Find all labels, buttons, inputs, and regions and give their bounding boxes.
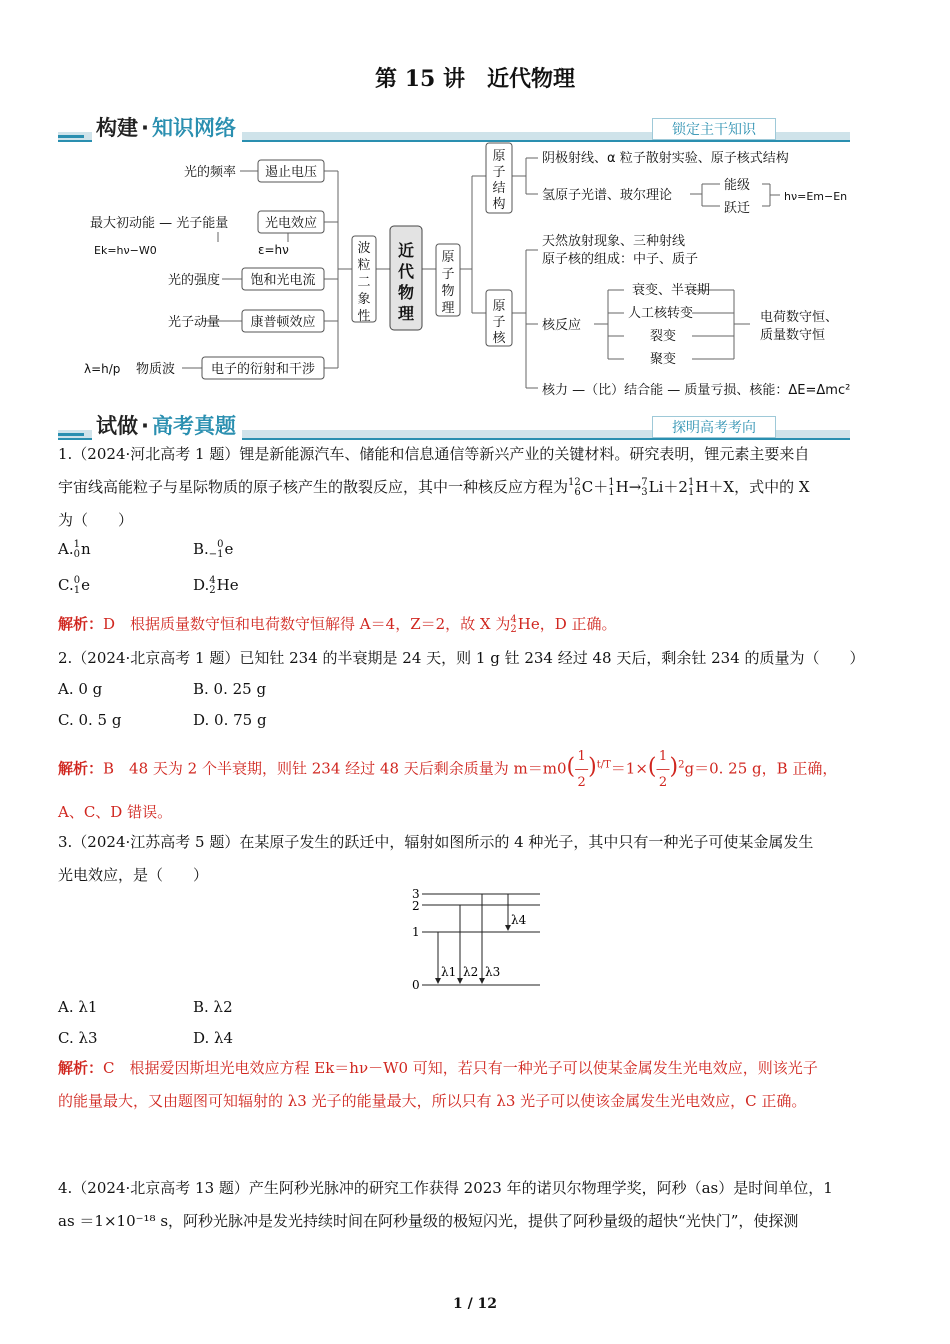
- box-label: 遏止电压: [264, 165, 318, 180]
- section-banner-exam: 试做 · 高考真题 探明高考考向: [58, 410, 850, 440]
- lambda-formula: λ=h/p: [84, 362, 121, 376]
- q3-solution: 解析：C 根据爱因斯坦光电效应方程 Ek＝hν－W0 可知，若只有一种光子可以使某金属发生光电效应，则该光子 的能量最大，又由题图可知辐射的 λ3 光子的能量最大，所以只有 λ3 光子可以使该金属发生光电效应，C 正确。: [58, 1059, 818, 1110]
- q4-stem-line: as ＝1×10⁻¹⁸ s，阿秒光脉冲是发光持续时间在阿秒量级的极短闪光，提供了阿秒量级的超快“光快门”，使探测: [58, 1212, 799, 1230]
- banner-keyword: 构建: [96, 116, 138, 140]
- page-title: 第 15 讲 近代物理: [375, 66, 575, 92]
- atom-structure-text: 原子结构: [492, 149, 506, 212]
- q2-option-d[interactable]: D. 0. 75 g: [193, 711, 267, 729]
- level-label: 3: [412, 887, 420, 901]
- q1-stem-line: 为（ ）: [58, 511, 134, 529]
- q2-option-b[interactable]: B. 0. 25 g: [193, 680, 267, 698]
- atom-item: 阴极射线、α 粒子散射实验、原子核式结构: [542, 151, 789, 166]
- eps-formula: ε=hν: [258, 243, 289, 257]
- center-text: 近代物理: [397, 241, 415, 323]
- conservation: 电荷数守恒、: [760, 310, 839, 325]
- box-label: 饱和光电流: [250, 273, 316, 288]
- line-label: λ3: [485, 965, 501, 979]
- atomic-physics-text: 原子物理: [441, 250, 455, 316]
- banner-tag: 锁定主干知识: [652, 118, 776, 140]
- q3-option-b[interactable]: B. λ2: [193, 998, 233, 1016]
- box-label: 康普顿效应: [250, 315, 316, 330]
- q2-stem: 2.（2024·北京高考 1 题）已知钍 234 的半衰期是 24 天，则 1 g 钍 234 经过 48 天后，剩余钍 234 的质量为（ ）: [58, 649, 865, 667]
- level-item: 跃迁: [724, 201, 751, 216]
- banner-tag: 探明高考考向: [652, 416, 776, 438]
- q1-option-c[interactable]: C.0 1e: [58, 575, 90, 596]
- level-label: 2: [412, 899, 420, 913]
- q1-solution: 解析：D 根据质量数守恒和电荷数守恒解得 A＝4，Z＝2，故 X 为4 2He，D 正确。: [58, 614, 617, 635]
- row-label: 光的强度: [168, 273, 221, 288]
- q3-stem-line: 3.（2024·江苏高考 5 题）在某原子发生的跃迁中，辐射如图所示的 4 种光子，其中只有一种光子可使某金属发生: [58, 833, 814, 851]
- q4-stem-line: 4.（2024·北京高考 13 题）产生阿秒光脉冲的研究工作获得 2023 年的诺贝尔物理学奖，阿秒（as）是时间单位，1: [58, 1179, 833, 1197]
- line-label: λ4: [511, 913, 527, 927]
- reaction-type: 聚变: [650, 352, 677, 367]
- question-3: [58, 826, 884, 892]
- q1-option-a[interactable]: A.1 0n: [58, 539, 91, 560]
- level-label: 0: [412, 978, 420, 992]
- row-label: 最大初动能 — 光子能量: [90, 216, 229, 231]
- section-banner-knowledge: 构建 · 知识网络 锁定主干知识: [58, 112, 850, 142]
- q1-option-d[interactable]: D.4 2He: [193, 575, 239, 596]
- line-label: λ1: [441, 965, 457, 979]
- banner-heading: 高考真题: [151, 414, 236, 438]
- q1-stem-line: 宇宙线高能粒子与星际物质的原子核产生的散裂反应，其中一种核反应方程为12 6C＋1 1H→7 3Li＋21 1H＋X，式中的 X: [58, 477, 810, 498]
- ek-formula: Ek=hν−W0: [94, 244, 157, 257]
- page-number: 1 / 12: [452, 1296, 498, 1312]
- nucleus-item: 天然放射现象、三种射线: [542, 234, 686, 249]
- wave-particle-text: 波粒二象性: [357, 241, 371, 324]
- q2-solution-cont: A、C、D 错误。: [58, 803, 173, 821]
- question-1: [58, 438, 884, 537]
- binding-energy: 核力 —（比）结合能 — 质量亏损、核能：ΔE=Δmc²: [542, 383, 851, 398]
- q3-stem-line: 光电效应，是（ ）: [58, 866, 209, 884]
- banner-keyword: 试做: [96, 414, 138, 438]
- nucleus-text: 原子核: [492, 299, 506, 346]
- row-label: 光的频率: [184, 165, 237, 180]
- box-label: 电子的衍射和干涉: [210, 362, 316, 377]
- q1-stem-line: 1.（2024·河北高考 1 题）锂是新能源汽车、储能和信息通信等新兴产业的关键材料。研究表明，锂元素主要来自: [58, 445, 810, 463]
- energy-level-diagram: [400, 886, 550, 996]
- row-label: 物质波: [136, 362, 176, 377]
- transition-formula: hν=Em−En: [784, 190, 848, 203]
- nuclear-equation: 12 6C＋1 1H→7 3Li＋21 1H＋X: [568, 477, 735, 498]
- q3-option-c[interactable]: C. λ3: [58, 1029, 98, 1047]
- line-label: λ2: [463, 965, 479, 979]
- q1-option-b[interactable]: B. 0 −1e: [193, 539, 234, 560]
- q2-option-c[interactable]: C. 0. 5 g: [58, 711, 122, 729]
- box-label: 光电效应: [264, 216, 318, 231]
- q2-option-a[interactable]: A. 0 g: [58, 680, 103, 698]
- atom-item: 氢原子光谱、玻尔理论: [542, 188, 673, 203]
- reaction-type: 衰变、半衰期: [632, 283, 711, 298]
- level-label: 1: [412, 925, 420, 939]
- reaction-label: 核反应: [542, 318, 582, 333]
- knowledge-map: [80, 138, 880, 408]
- q2-solution: 解析：B 48 天为 2 个半衰期，则钍 234 经过 48 天后剩余质量为 m＝m0( 1 ― 2)$^{t/T}$＝1×( 1 ― 2)$^2$g＝0. 25 g，B 正确，: [58, 749, 838, 790]
- conservation: 质量数守恒: [760, 328, 826, 343]
- reaction-type: 裂变: [650, 329, 677, 344]
- q3-option-d[interactable]: D. λ4: [193, 1029, 234, 1047]
- q3-option-a[interactable]: A. λ1: [58, 998, 98, 1016]
- row-label: 光子动量: [168, 315, 221, 330]
- nucleus-item: 原子核的组成：中子、质子: [542, 252, 699, 267]
- level-item: 能级: [724, 178, 751, 193]
- question-4: [58, 1172, 884, 1238]
- reaction-type: 人工核转变: [628, 306, 694, 321]
- banner-heading: 知识网络: [151, 116, 236, 140]
